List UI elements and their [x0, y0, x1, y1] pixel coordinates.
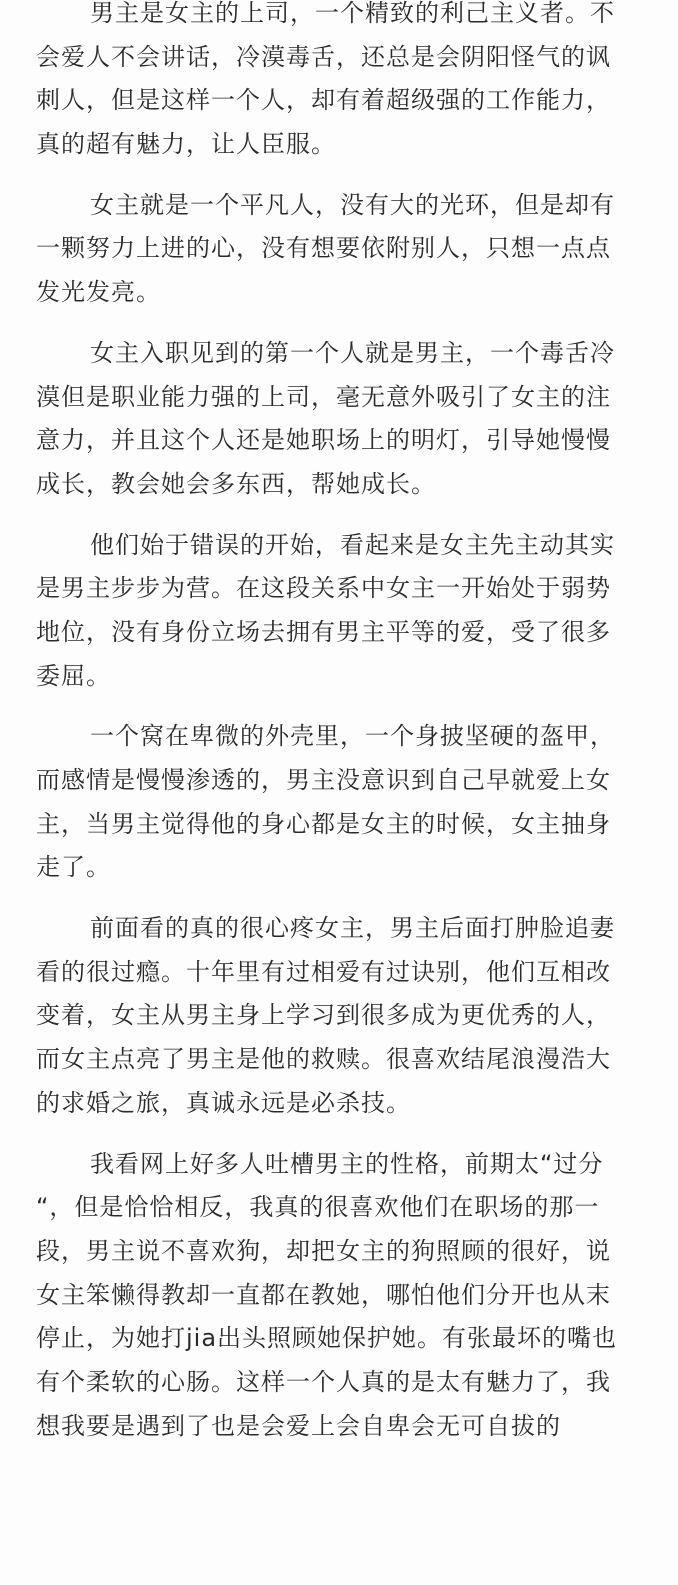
paragraph — [0, 1143, 678, 1449]
text-line: 停止，为她打jia出头照顾她保护她。有张最坏的嘴也 — [36, 1324, 618, 1353]
text-line: 男主是女主的上司，一个精致的利己主义者。不 — [90, 0, 615, 27]
paragraph-gap — [0, 315, 678, 332]
text-line: 发光发亮。 — [36, 278, 161, 307]
text-line: 意力，并且这个人还是她职场上的明灯，引导她慢慢 — [36, 426, 611, 455]
text-line: 成长，教会她会多东西，帮她成长。 — [36, 469, 436, 498]
text-line: 漠但是职业能力强的上司，毫无意外吸引了女主的注 — [36, 382, 611, 411]
paragraph-gap — [0, 507, 678, 524]
paragraph — [0, 715, 678, 890]
paragraph — [0, 524, 678, 699]
text-line: 而女主点亮了男主是他的救赎。很喜欢结尾浪漫浩大 — [36, 1045, 611, 1074]
text-line: 一个窝在卑微的外壳里，一个身披坚硬的盔甲， — [90, 722, 615, 751]
text-line: 他们始于错误的开始，看起来是女主先主动其实 — [90, 530, 615, 559]
text-line: 想我要是遇到了也是会爱上会自卑会无可自拔的 — [36, 1411, 561, 1440]
paragraph-gap — [0, 890, 678, 907]
text-line: 女主笨懒得教却一直都在教她，哪怕他们分开也从末 — [36, 1280, 611, 1309]
text-line: 是男主步步为营。在这段关系中女主一开始处于弱势 — [36, 574, 611, 603]
paragraph-gap — [0, 167, 678, 184]
text-line: 真的超有魅力，让人臣服。 — [36, 130, 336, 159]
text-line: 看的很过瘾。十年里有过相爱有过诀别，他们互相改 — [36, 957, 611, 986]
text-line: 的求婚之旅，真诚永远是必杀技。 — [36, 1088, 411, 1117]
paragraph — [0, 907, 678, 1125]
text-line: 委屈。 — [36, 661, 111, 690]
text-line: 主，当男主觉得他的身心都是女主的时候，女主抽身 — [36, 809, 611, 838]
text-line: 段，男主说不喜欢狗，却把女主的狗照顾的很好，说 — [36, 1236, 611, 1265]
paragraph — [0, 184, 678, 315]
paragraph-gap — [0, 698, 678, 715]
paragraph-gap — [0, 1126, 678, 1143]
text-line: 有个柔软的心肠。这样一个人真的是太有魅力了，我 — [36, 1367, 611, 1396]
text-line: 变着，女主从男主身上学习到很多成为更优秀的人， — [36, 1001, 611, 1030]
paragraph — [0, 332, 678, 507]
text-line: 地位，没有身份立场去拥有男主平等的爱，受了很多 — [36, 617, 611, 646]
text-line: 我看网上好多人吐槽男主的性格，前期太“过分 — [90, 1149, 604, 1178]
text-line: 前面看的真的很心疼女主，男主后面打肿脸追妻 — [90, 914, 615, 943]
text-line: 而感情是慢慢渗透的，男主没意识到自己早就爱上女 — [36, 766, 611, 794]
text-line: 走了。 — [36, 853, 111, 882]
text-line: 女主就是一个平凡人，没有大的光环，但是却有 — [90, 190, 615, 219]
text-line: “，但是恰恰相反，我真的很喜欢他们在职场的那一 — [36, 1193, 600, 1222]
text-line: 一颗努力上进的心，没有想要依附别人，只想一点点 — [36, 234, 611, 263]
text-line: 刺人，但是这样一个人，却有着超级强的工作能力， — [36, 86, 611, 115]
text-line: 女主入职见到的第一个人就是男主，一个毒舌冷 — [90, 338, 615, 367]
text-line: 会爱人不会讲话，冷漠毒舌，还总是会阴阳怪气的讽 — [36, 42, 611, 71]
paragraph — [0, 0, 678, 167]
